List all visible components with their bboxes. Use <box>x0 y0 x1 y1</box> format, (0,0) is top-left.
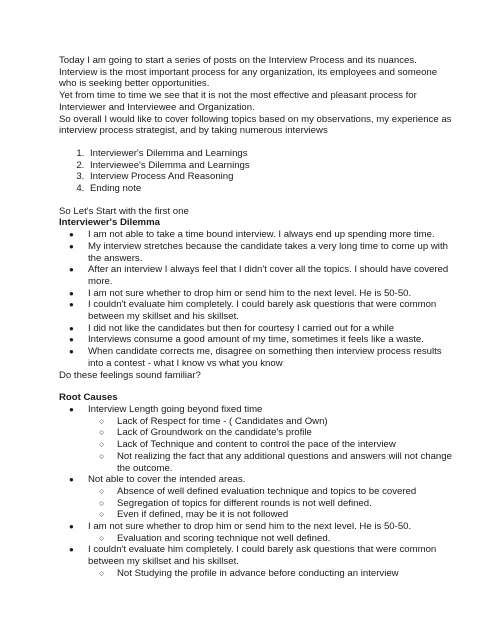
section-heading-root-causes: Root Causes <box>59 392 118 404</box>
list-item <box>88 544 455 579</box>
topic-item: 3. Interview Process And Reasoning <box>87 171 455 183</box>
list-item: ● I couldn't evaluate him completely. I could barely ask questions that were common between my skillset and his skillset. <box>88 299 455 322</box>
list-item: ● When candidate corrects me, disagree on something then interview process results into a contest - what I know vs what you know <box>88 346 455 369</box>
list-item-text: I am not sure whether to drop him or send him to the next level. He is 50-50. <box>88 521 412 533</box>
start-line: So Let's Start with the first one <box>59 205 189 217</box>
sub-list-item: ○ Lack of Respect for time - ( Candidates and Own) <box>117 416 455 428</box>
closing-question: Do these feelings sound familiar? <box>59 369 201 381</box>
dilemma-list <box>59 229 455 369</box>
sub-list-item: ○ Evaluation and scoring technique not well defined. <box>117 533 455 545</box>
list-item <box>88 404 455 474</box>
sub-list-item: ○ Not Studying the profile in advance before conducting an interview <box>117 568 455 580</box>
list-item: ● After an interview I always feel that I didn't cover all the topics. I should have covered more. <box>88 264 455 287</box>
topic-item: 4. Ending note <box>87 183 455 195</box>
section-heading-dilemma: Interviewer's Dilemma <box>59 217 160 229</box>
list-item-text: Interview Length going beyond fixed time <box>88 403 263 415</box>
sub-list-item: ○ Absence of well defined evaluation technique and topics to be covered <box>117 486 455 498</box>
sub-list-item: ○ Lack of Groundwork on the candidate's profile <box>117 427 455 439</box>
intro-line: Interview is the most important process for any organization, its employees and someone who is seeking better opportunities. <box>59 66 438 90</box>
sub-list <box>88 568 455 580</box>
spacer <box>59 381 455 392</box>
topic-item: 1. Interviewer's Dilemma and Learnings <box>87 148 455 160</box>
intro-line: Today I am going to start a series of posts on the Interview Process and its nuances. <box>59 55 417 66</box>
intro-line: Yet from time to time we see that it is not the most effective and pleasant process for Interviewer and Interviewee and Organization. <box>59 90 417 113</box>
list-item <box>88 521 455 544</box>
sub-list <box>88 486 455 521</box>
sub-list <box>88 533 455 545</box>
list-item: ● I did not like the candidates but then for courtesy I carried out for a while <box>88 323 455 335</box>
intro-line: So overall I would like to cover following topics based on my observations, my experience as interview process strategist, and by taking numerous interviews <box>59 113 452 137</box>
list-item-text: I couldn't evaluate him completely. I could barely ask questions that were common between my skillset and his skillset. <box>88 544 437 568</box>
sub-list <box>88 416 455 475</box>
list-item-text: Not able to cover the intended areas. <box>88 474 246 486</box>
list-item: ● I am not able to take a time bound interview. I always end up spending more time. <box>88 229 455 241</box>
list-item: ● My interview stretches because the candidate takes a very long time to come up with the answers. <box>88 241 455 264</box>
topic-item: 2. Interviewee's Dilemma and Learnings <box>87 160 455 172</box>
sub-list-item: ○ Lack of Technique and content to control the pace of the interview <box>117 439 455 451</box>
sub-list-item: ○ Even if defined, may be it is not followed <box>117 509 455 521</box>
topics-list <box>59 148 455 195</box>
list-item <box>88 474 455 521</box>
sub-list-item: ○ Segregation of topics for different rounds is not well defined. <box>117 498 455 510</box>
sub-list-item: ○ Not realizing the fact that any additional questions and answers will not change the outcome. <box>117 451 455 474</box>
list-item: ● Interviews consume a good amount of my time, sometimes it feels like a waste. <box>88 334 455 346</box>
intro-paragraph <box>59 55 455 137</box>
list-item: ● I am not sure whether to drop him or send him to the next level. He is 50-50. <box>88 288 455 300</box>
root-causes-list <box>59 404 455 580</box>
